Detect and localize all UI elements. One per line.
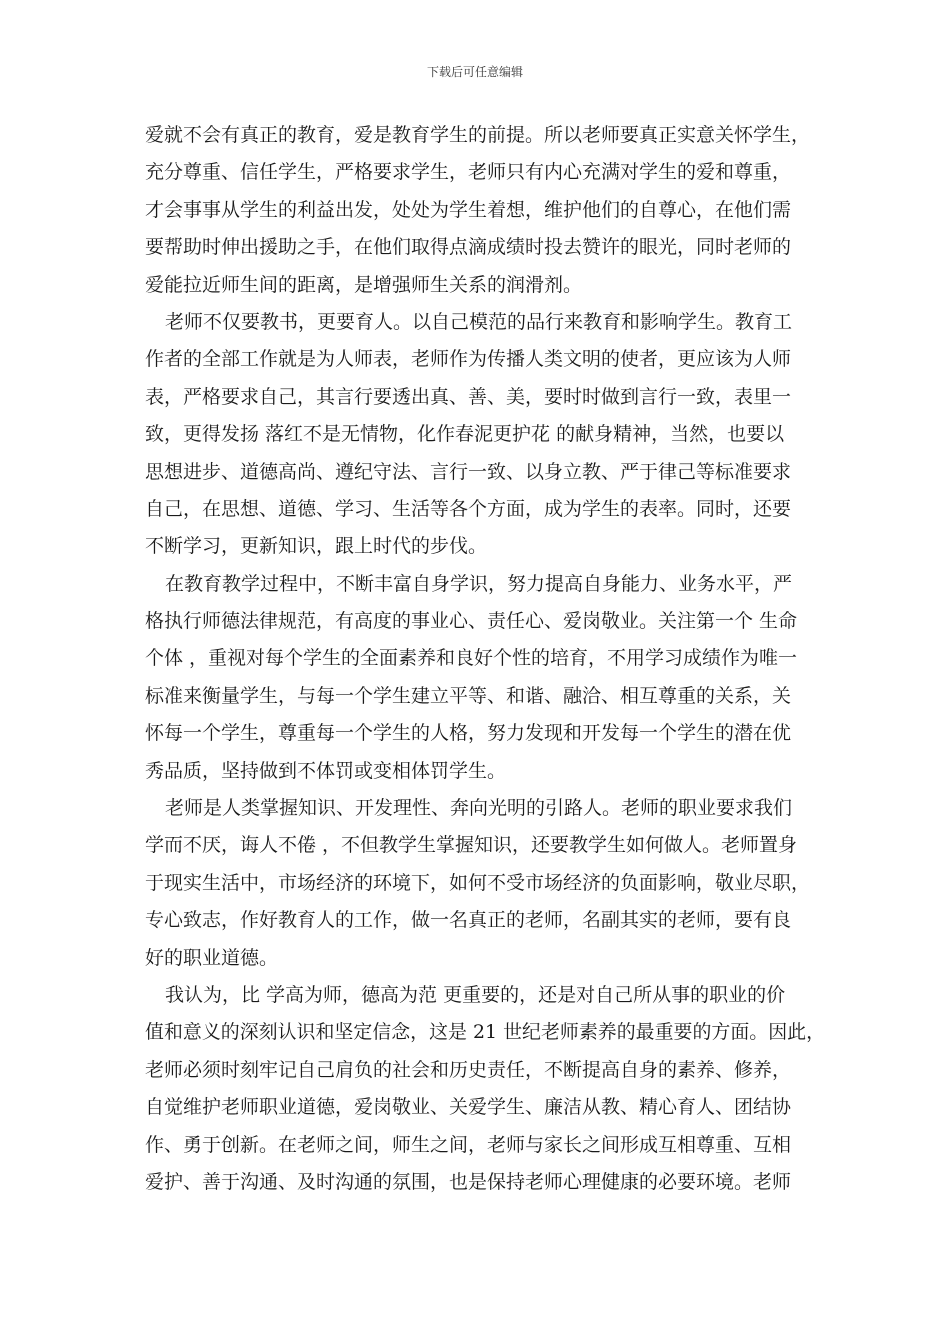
document-body [145, 117, 825, 1201]
text-line: 不断学习，更新知识，跟上时代的步伐。 [145, 535, 488, 558]
text-line: 充分尊重、信任学生，严格要求学生，老师只有内心充满对学生的爱和尊重， [145, 161, 792, 184]
text-line: 我认为，比 学高为师，德高为范 更重要的，还是对自己所从事的职业的价 [165, 983, 786, 1006]
text-line: 秀品质，坚持做到不体罚或变相体罚学生。 [145, 759, 507, 782]
text-line: 作者的全部工作就是为人师表，老师作为传播人类文明的使者，更应该为人师 [145, 348, 792, 371]
text-line: 爱能拉近师生间的距离，是增强师生关系的润滑剂。 [145, 273, 583, 296]
text-line: 学而不厌，诲人不倦 ，不但教学生掌握知识，还要教学生如何做人。老师置身 [145, 834, 798, 857]
text-line: 要帮助时伸出援助之手，在他们取得点滴成绩时投去赞许的眼光，同时老师的 [145, 236, 792, 259]
text-line: 于现实生活中，市场经济的环境下，如何不受市场经济的负面影响，敬业尽职， [145, 871, 811, 894]
text-line: 表，严格要求自己，其言行要透出真、善、美，要时时做到言行一致，表里一 [145, 385, 792, 408]
text-line: 怀每一个学生，尊重每一个学生的人格，努力发现和开发每一个学生的潜在优 [145, 722, 792, 745]
text-line: 自觉维护老师职业道德，爱岗敬业、关爱学生、廉洁从教、精心育人、团结协 [145, 1096, 792, 1119]
text-line: 个体 ，重视对每个学生的全面素养和良好个性的培育，不用学习成绩作为唯一 [145, 647, 798, 670]
text-line: 老师不仅要教书，更要育人。以自己模范的品行来教育和影响学生。教育工 [165, 310, 793, 333]
text-line: 标准来衡量学生，与每一个学生建立平等、和谐、融洽、相互尊重的关系，关 [145, 684, 792, 707]
text-line: 致，更得发扬 落红不是无情物，化作春泥更护花 的献身精神，当然，也要以 [145, 423, 785, 446]
text-line: 自己，在思想、道德、学习、生活等各个方面，成为学生的表率。同时，还要 [145, 497, 792, 520]
text-line: 才会事事从学生的利益出发，处处为学生着想，维护他们的自尊心，在他们需 [145, 198, 792, 221]
page-header-note: 下载后可任意编辑 [426, 65, 523, 79]
text-line: 老师必须时刻牢记自己肩负的社会和历史责任，不断提高自身的素养、修养， [145, 1058, 792, 1081]
text-line: 爱就不会有真正的教育，爱是教育学生的前提。所以老师要真正实意关怀学生， [145, 124, 811, 146]
text-line: 在教育教学过程中，不断丰富自身学识，努力提高自身能力、业务水平，严 [165, 572, 793, 595]
text-line: 格执行师德法律规范，有高度的事业心、责任心、爱岗敬业。关注第一个 生命 [145, 610, 798, 633]
text-line: 好的职业道德。 [145, 946, 279, 969]
text-line: 思想进步、道德高尚、遵纪守法、言行一致、以身立教、严于律己等标准要求 [145, 460, 792, 483]
text-line: 专心致志，作好教育人的工作，做一名真正的老师，名副其实的老师，要有良 [145, 909, 792, 932]
text-line: 老师是人类掌握知识、开发理性、奔向光明的引路人。老师的职业要求我们 [165, 797, 793, 820]
text-line: 爱护、善于沟通、及时沟通的氛围，也是保持老师心理健康的必要环境。老师 [145, 1170, 792, 1193]
text-line: 值和意义的深刻认识和坚定信念，这是 21 世纪老师素养的最重要的方面。因此， [145, 1021, 826, 1044]
text-line: 作、勇于创新。在老师之间，师生之间，老师与家长之间形成互相尊重、互相 [145, 1133, 792, 1156]
